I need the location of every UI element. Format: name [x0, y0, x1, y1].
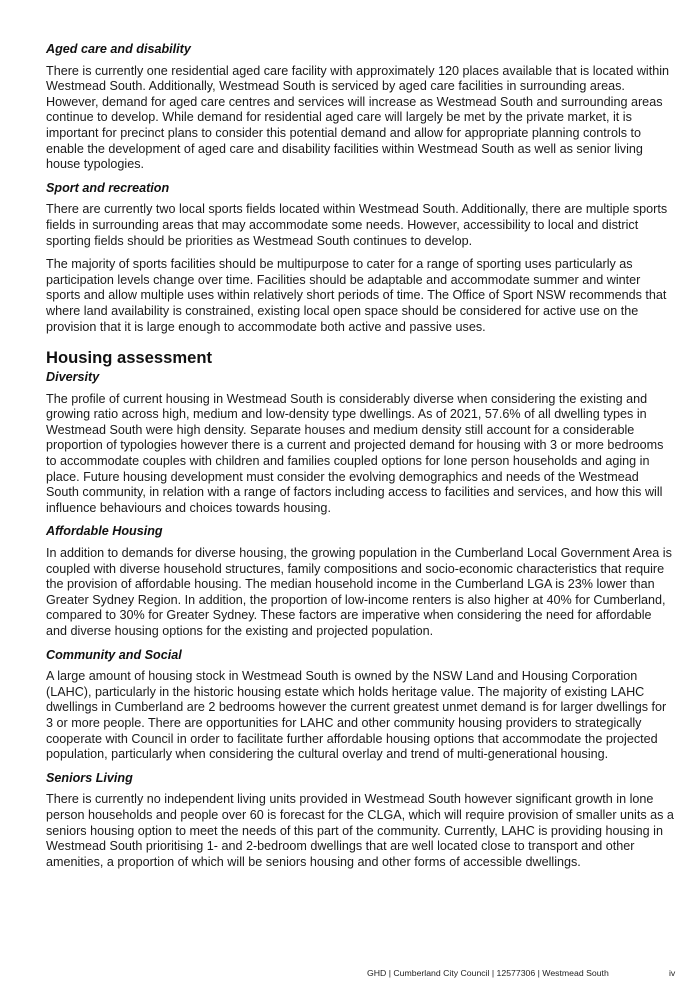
housing-assessment-title: Housing assessment [46, 348, 212, 368]
paragraph-affordable-housing: In addition to demands for diverse housing, the growing population in the Cumberland Local Government Area is coupled with diverse household structures, family compositions and socio-economic characteristics that require the provision of affordable housing. The median household income in the Cumberland LGA is 23% lower than Greater Sydney Region. In addition, the proportion of low-income renters is also higher at 40% for Cumberland, compared to 30% for Greater Sydney. These factors are imperative when considering the need for affordable and diverse housing options for the existing and projected population. [46, 546, 672, 638]
section-heading-diversity: Diversity [46, 370, 100, 385]
section-heading-seniors-living: Seniors Living [46, 770, 133, 785]
paragraph-diversity: The profile of current housing in Westmead South is considerably diverse when considering the existing and growing ratio across high, medium and low-density type dwellings. As of 2021, 57.6% of all dwelling types in Westmead South were high density. Separate houses and medium density still account for a considerable proportion of typologies however there is a current and projected demand for housing with 3 or more bedrooms to accommodate couples with children and families coupled options for lone person households and aging in place. Future housing development must consider the evolving demographics and needs of the Westmead South community, in relation with a range of factors including access to facilities and services, and how this will influence behaviours and choices towards housing. [46, 391, 664, 515]
paragraph-sport-facilities: The majority of sports facilities should be multipurpose to cater for a range of sporting uses particularly as participation levels change over time. Facilities should be adaptable and accommodate summer and winter sports and allow multiple uses within relatively short periods of time. The Office of Sport NSW recommends that where land availability is constrained, existing local open space should be considered for active use on the provision that it is large enough to accommodate both active and passive uses. [46, 257, 667, 334]
section-heading-affordable-housing: Affordable Housing [46, 524, 163, 539]
paragraph-aged-care: There is currently one residential aged care facility with approximately 120 places available that is located within Westmead South. Additionally, Westmead South is serviced by aged care facilities in surrounding areas. However, demand for aged care centres and services will increase as Westmead South and surrounding areas continue to develop. While demand for residential aged care will largely be met by the private market, it is important for precinct plans to consider this potential demand and allow for appropriate planning controls to enable the development of aged care and disability facilities within Westmead South as well as senior living house typologies. [46, 63, 670, 172]
section-heading-aged-care: Aged care and disability [46, 42, 191, 56]
section-heading-community-social: Community and Social [46, 647, 182, 662]
paragraph-seniors-living: There is currently no independent living units provided in Westmead South however significant growth in lone person households and people over 60 is forecast for the CLGA, which will require provision of smaller units as a seniors housing option to meet the needs of this part of the community. Currently, LAHC is providing housing in Westmead South prioritising 1- and 2-bedroom dwellings that are well located close to transport and other amenities, a proportion of which will be seniors housing and other forms of accessible dwellings. [46, 792, 674, 869]
page-number: iv [669, 968, 676, 978]
paragraph-sport-fields: There are currently two local sports fields located within Westmead South. Additionally, there are multiple sports fields in surrounding areas that may accommodate some needs. However, accessibility to local and district sporting fields should be priorities as Westmead South continues to develop. [46, 202, 668, 248]
footer-text: GHD | Cumberland City Council | 12577306 | Westmead South [367, 968, 609, 978]
paragraph-community-social: A large amount of housing stock in Westmead South is owned by the NSW Land and Housing Corporation (LAHC), particularly in the historic housing estate which holds heritage value. The majority of existing LAHC dwellings in Cumberland are 2 bedrooms however the current greatest unmet demand is for larger dwellings for 3 or more people. There are opportunities for LAHC and other community housing providers to strategically cooperate with Council in order to facilitate further affordable housing options that accommodate the projected population, particularly when considering the cultural overlay and trend of multi-generational housing. [46, 669, 667, 762]
section-heading-sport-recreation: Sport and recreation [46, 180, 170, 195]
document-body [46, 42, 674, 878]
